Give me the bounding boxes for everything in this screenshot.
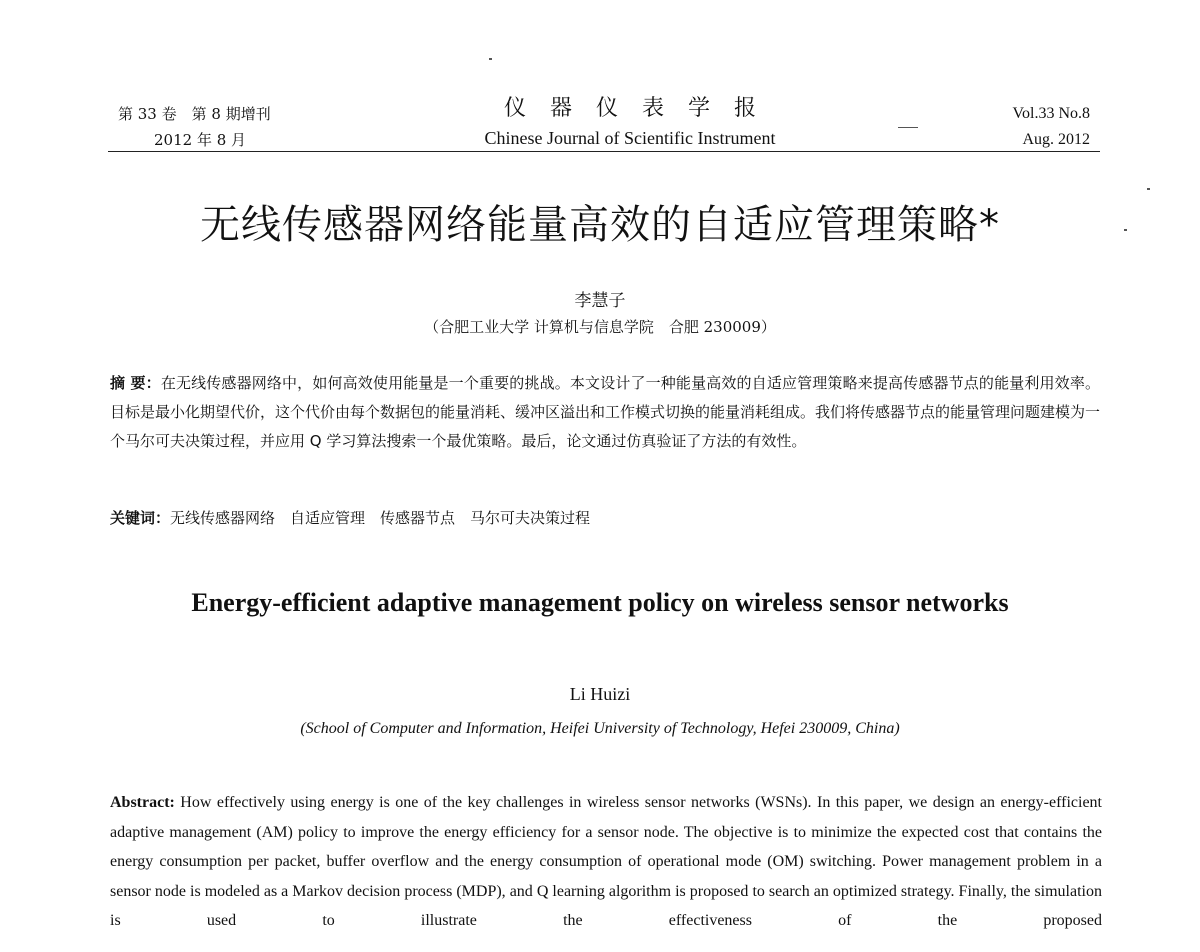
volume-issue-en: Vol.33 No.8 <box>1012 105 1090 122</box>
author-en: Li Huizi <box>569 684 631 704</box>
journal-name-cn: 仪器仪表学报 <box>503 96 780 121</box>
header-left <box>118 101 338 153</box>
date-cn: 2012 年 8 月 <box>154 131 247 149</box>
volume-issue-cn: 第 33 卷 第 8 期增刊 <box>118 105 271 123</box>
affiliation-cn: （合肥工业大学 计算机与信息学院 合肥 230009） <box>424 318 776 336</box>
title-en: Energy-efficient adaptive management policy on wireless sensor networks <box>191 588 1009 617</box>
affiliation-en: (School of Computer and Information, Heifei University of Technology, Hefei 230009, China) <box>300 720 900 737</box>
abstract-en-text: How effectively using energy is one of the key challenges in wireless sensor networks (WSNs). In this paper, we design an energy-efficient adaptive management (AM) policy to improve the energy efficiency for a sensor node. The objective is to minimize the expected cost that contains the energy consumption per packet, buffer overflow and the energy consumption of operational mode (OM) switching. Power management problem in a sensor node is modeled as a Markov decision process (MDP), and Q learning algorithm is proposed to search an optimized strategy. Finally, the simulation is used to illustrate the effectiveness of the proposed <box>110 794 1102 929</box>
scan-speck <box>1147 188 1150 190</box>
journal-name <box>430 94 830 150</box>
journal-name-en: Chinese Journal of Scientific Instrument <box>484 128 776 148</box>
abstract-cn <box>110 369 1100 456</box>
abstract-cn-label: 摘 要： <box>110 374 161 392</box>
abstract-cn-text: 在无线传感器网络中，如何高效使用能量是一个重要的挑战。本文设计了一种能量高效的自适应管理策略来提高传感器节点的能量利用效率。目标是最小化期望代价，这个代价由每个数据包的能量消耗、缓冲区溢出和工作模式切换的能量消耗组成。我们将传感器节点的能量管理问题建模为一个马尔可夫决策过程，并应用 Q 学习算法搜索一个最优策略。最后，论文通过仿真验证了方法的有效性。 <box>110 374 1101 450</box>
keywords-cn-text: 无线传感器网络 自适应管理 传感器节点 马尔可夫决策过程 <box>170 509 591 527</box>
title-cn: 无线传感器网络能量高效的自适应管理策略* <box>200 202 1000 248</box>
keywords-cn <box>110 504 1100 533</box>
abstract-en-label: Abstract: <box>110 794 175 811</box>
scan-speck <box>489 58 492 60</box>
header-right <box>1013 101 1091 153</box>
author-cn: 李慧子 <box>574 291 626 311</box>
date-en: Aug. 2012 <box>1022 131 1090 148</box>
keywords-cn-label: 关键词： <box>110 509 171 527</box>
abstract-en <box>110 788 1102 936</box>
header-rule <box>108 151 1100 152</box>
scan-speck <box>898 127 918 128</box>
